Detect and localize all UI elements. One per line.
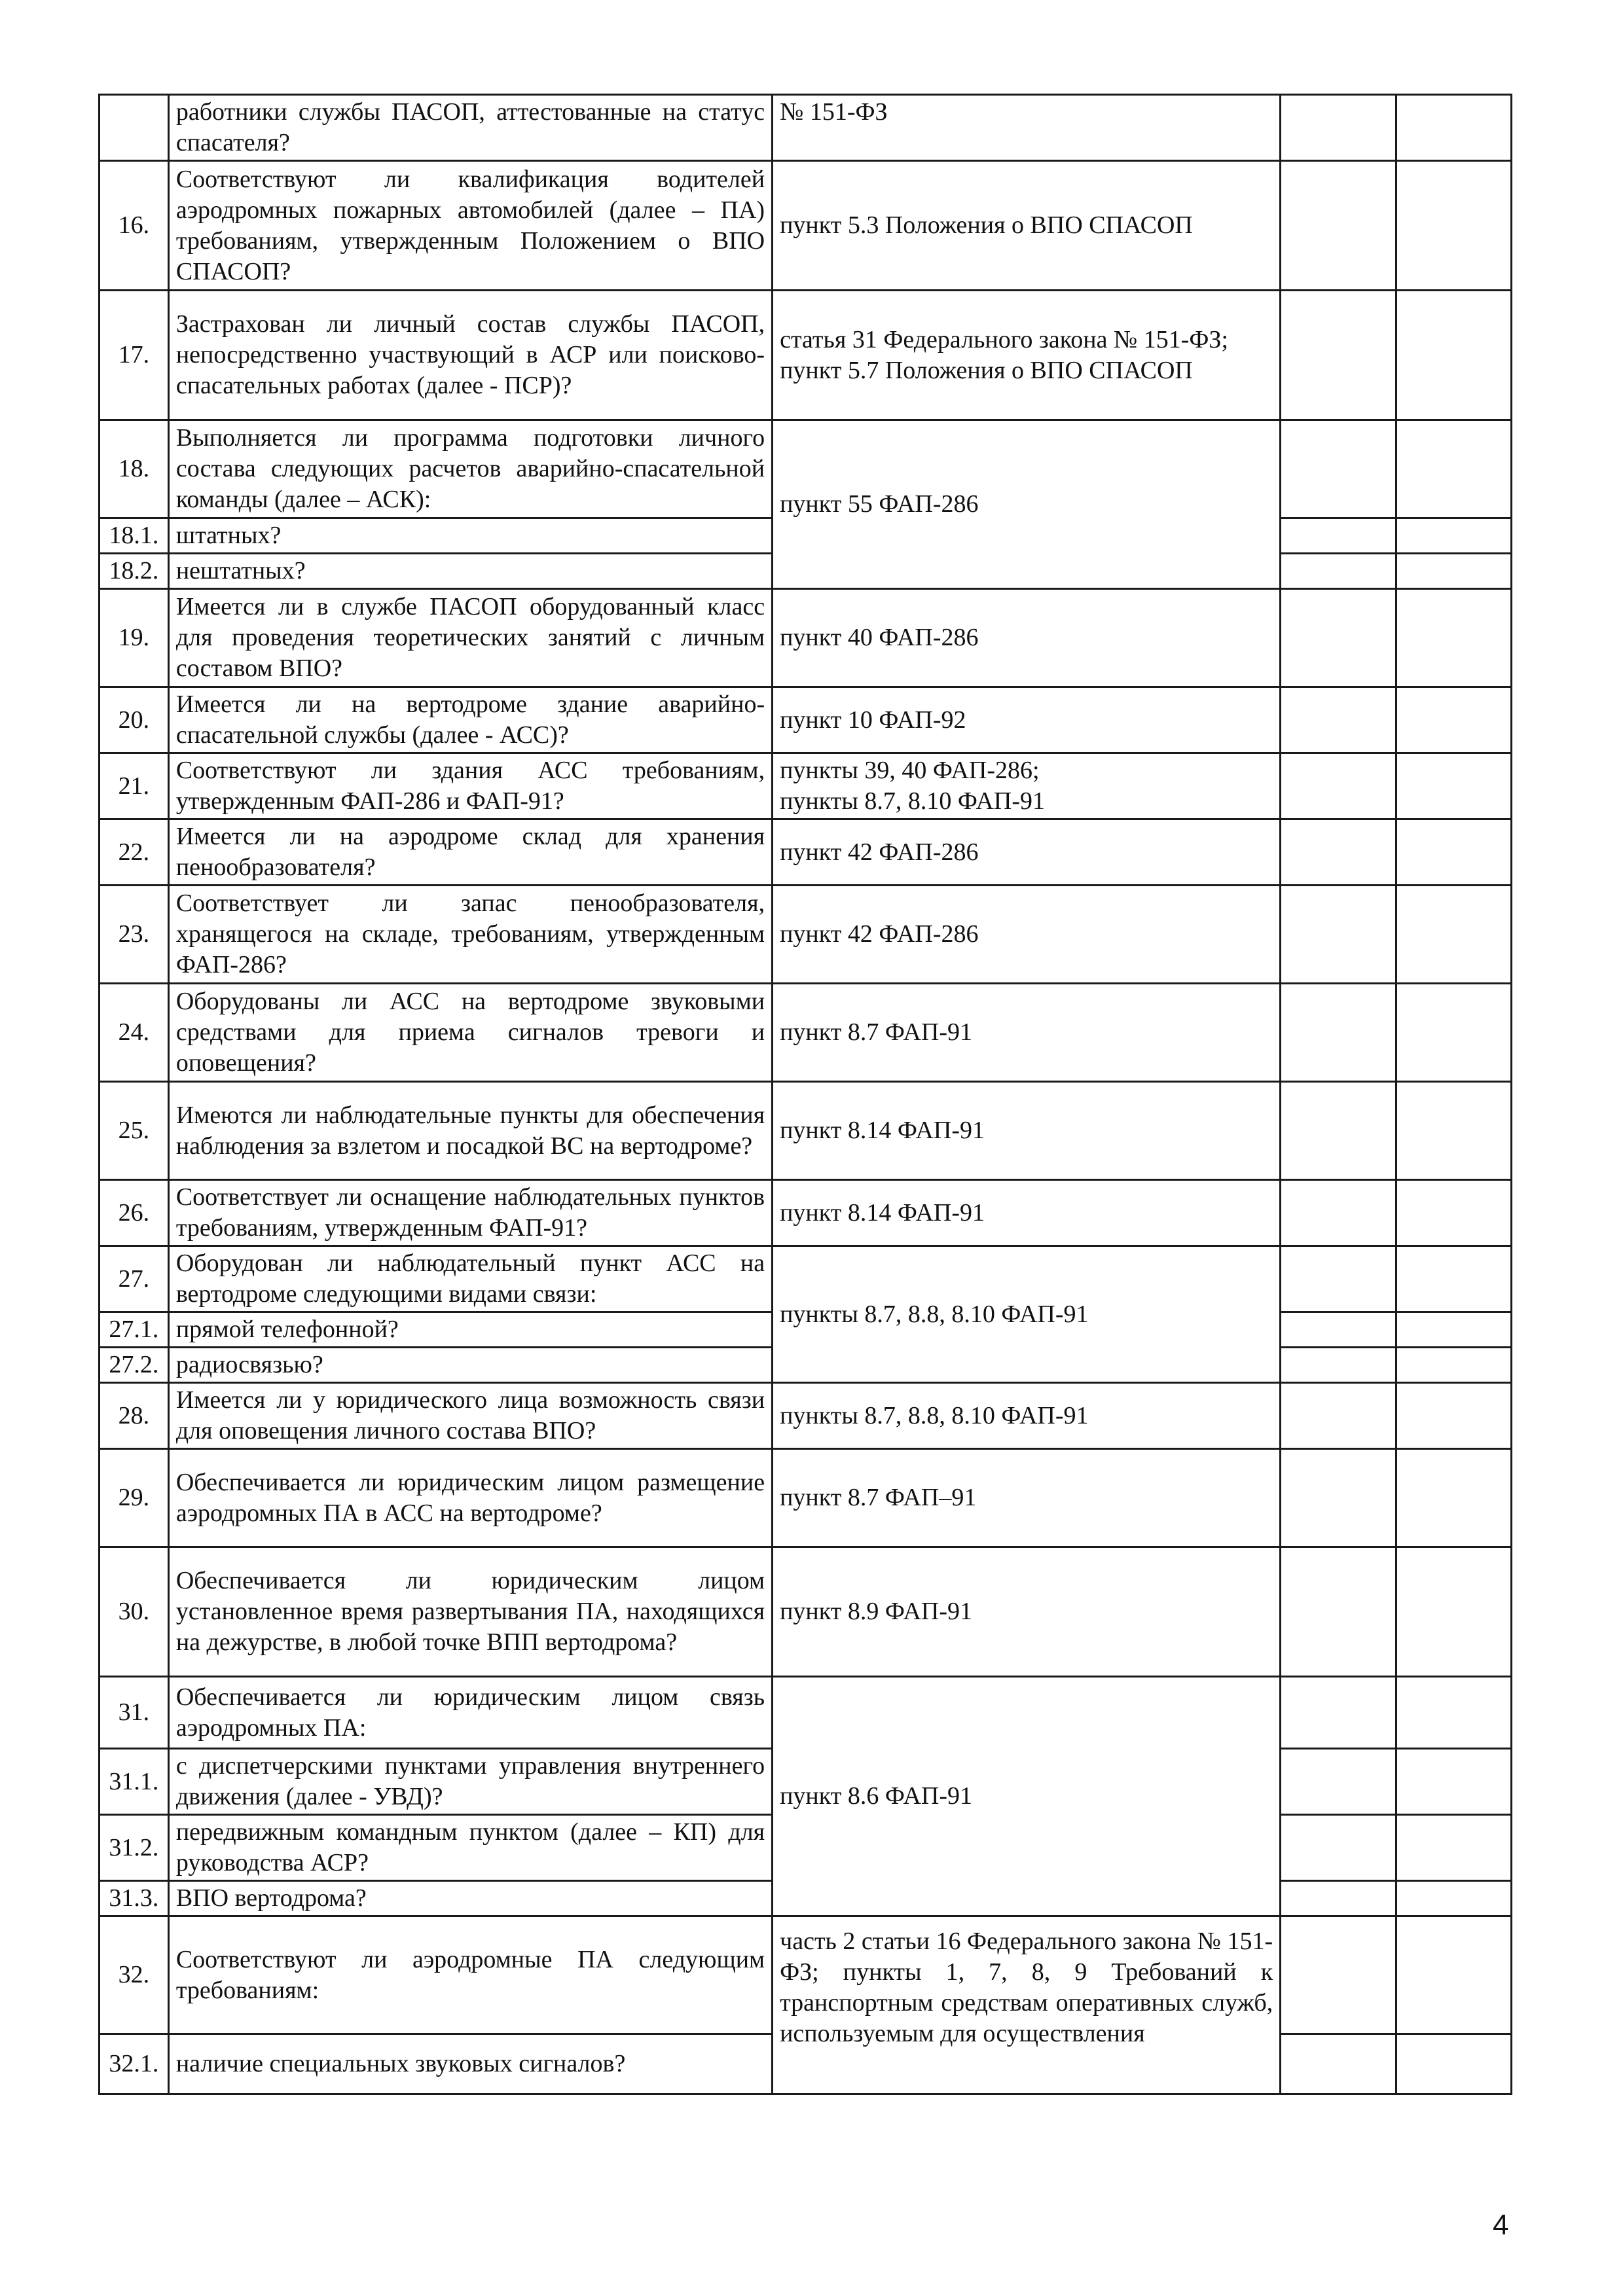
basis-cell: пункт 42 ФАП-286 [773, 886, 1281, 984]
basis-line: пункты 39, 40 ФАП-286; [780, 757, 1040, 784]
table-row [100, 819, 1512, 886]
row-number: 19. [100, 589, 169, 687]
question-cell: Обеспечивается ли юридическим лицом установленное время развертывания ПА, находящихся на дежурстве, в любой точке ВПП вертодрома? [168, 1547, 772, 1677]
basis-cell: пункт 8.6 ФАП-91 [773, 1677, 1281, 1916]
row-number: 23. [100, 886, 169, 984]
row-number: 29. [100, 1449, 169, 1547]
answer-cell[interactable] [1281, 1749, 1396, 1815]
note-cell[interactable] [1396, 984, 1511, 1082]
note-cell[interactable] [1396, 2034, 1511, 2094]
question-cell: Соответствуют ли квалификация водителей аэродромных пожарных автомобилей (далее – ПА) требованиям, утвержденным Положением о ВПО СПАСОП? [168, 161, 772, 291]
note-cell[interactable] [1396, 886, 1511, 984]
row-number: 18. [100, 420, 169, 518]
answer-cell[interactable] [1281, 554, 1396, 589]
basis-cell: пункт 8.14 ФАП-91 [773, 1180, 1281, 1246]
table-row [100, 1383, 1512, 1449]
row-number: 16. [100, 161, 169, 291]
table-row [100, 420, 1512, 518]
answer-cell[interactable] [1281, 1449, 1396, 1547]
answer-cell[interactable] [1281, 161, 1396, 291]
row-number: 32. [100, 1916, 169, 2034]
basis-cell [773, 291, 1281, 420]
note-cell[interactable] [1396, 1449, 1511, 1547]
note-cell[interactable] [1396, 420, 1511, 518]
question-cell: работники службы ПАСОП, аттестованные на статус спасателя? [168, 95, 772, 161]
note-cell[interactable] [1396, 95, 1511, 161]
table-row [100, 1246, 1512, 1312]
basis-cell: пункты 8.7, 8.8, 8.10 ФАП-91 [773, 1246, 1281, 1383]
row-number: 27. [100, 1246, 169, 1312]
answer-cell[interactable] [1281, 1383, 1396, 1449]
checklist-table [98, 94, 1512, 2095]
row-number: 22. [100, 819, 169, 886]
answer-cell[interactable] [1281, 1082, 1396, 1180]
note-cell[interactable] [1396, 1749, 1511, 1815]
answer-cell[interactable] [1281, 984, 1396, 1082]
question-cell: Застрахован ли личный состав службы ПАСОП, непосредственно участвующий в АСР или поисково-спасательных работах (далее - ПСР)? [168, 291, 772, 420]
row-number: 24. [100, 984, 169, 1082]
answer-cell[interactable] [1281, 291, 1396, 420]
question-cell: Имеется ли на аэродроме склад для хранения пенообразователя? [168, 819, 772, 886]
table-row [100, 687, 1512, 753]
question-cell: нештатных? [168, 554, 772, 589]
row-number: 20. [100, 687, 169, 753]
question-cell: радиосвязью? [168, 1348, 772, 1383]
question-cell: Соответствуют ли здания АСС требованиям, утвержденным ФАП-286 и ФАП-91? [168, 753, 772, 819]
question-cell: ВПО вертодрома? [168, 1881, 772, 1916]
note-cell[interactable] [1396, 554, 1511, 589]
note-cell[interactable] [1396, 1180, 1511, 1246]
answer-cell[interactable] [1281, 1348, 1396, 1383]
row-number: 31.2. [100, 1815, 169, 1881]
table-row [100, 1180, 1512, 1246]
note-cell[interactable] [1396, 589, 1511, 687]
question-cell: Имеются ли наблюдательные пункты для обеспечения наблюдения за взлетом и посадкой ВС на вертодроме? [168, 1082, 772, 1180]
note-cell[interactable] [1396, 291, 1511, 420]
basis-line: пункт 5.7 Положения о ВПО СПАСОП [780, 356, 1193, 384]
answer-cell[interactable] [1281, 1547, 1396, 1677]
row-number: 25. [100, 1082, 169, 1180]
question-cell: Соответствует ли запас пенообразователя, хранящегося на складе, требованиям, утвержденным ФАП-286? [168, 886, 772, 984]
note-cell[interactable] [1396, 1815, 1511, 1881]
note-cell[interactable] [1396, 161, 1511, 291]
note-cell[interactable] [1396, 1547, 1511, 1677]
table-row [100, 1547, 1512, 1677]
row-number: 21. [100, 753, 169, 819]
table-row [100, 291, 1512, 420]
table-row [100, 1449, 1512, 1547]
answer-cell[interactable] [1281, 819, 1396, 886]
answer-cell[interactable] [1281, 589, 1396, 687]
answer-cell[interactable] [1281, 1677, 1396, 1749]
question-cell: Выполняется ли программа подготовки личного состава следующих расчетов аварийно-спасательной команды (далее – АСК): [168, 420, 772, 518]
basis-cell: пункт 5.3 Положения о ВПО СПАСОП [773, 161, 1281, 291]
note-cell[interactable] [1396, 687, 1511, 753]
table-row [100, 1082, 1512, 1180]
row-number: 31.1. [100, 1749, 169, 1815]
basis-cell: пункт 40 ФАП-286 [773, 589, 1281, 687]
note-cell[interactable] [1396, 1348, 1511, 1383]
row-number: 27.1. [100, 1312, 169, 1348]
note-cell[interactable] [1396, 1082, 1511, 1180]
table-row [100, 1677, 1512, 1749]
answer-cell[interactable] [1281, 1312, 1396, 1348]
row-number: 17. [100, 291, 169, 420]
row-number: 18.2. [100, 554, 169, 589]
row-number: 27.2. [100, 1348, 169, 1383]
row-number: 28. [100, 1383, 169, 1449]
row-number: 18.1. [100, 518, 169, 554]
question-cell: Обеспечивается ли юридическим лицом размещение аэродромных ПА в АСС на вертодроме? [168, 1449, 772, 1547]
question-cell: Имеется ли в службе ПАСОП оборудованный класс для проведения теоретических занятий с личным составом ВПО? [168, 589, 772, 687]
table-row [100, 95, 1512, 161]
question-cell: прямой телефонной? [168, 1312, 772, 1348]
basis-cell: пункт 8.7 ФАП–91 [773, 1449, 1281, 1547]
row-number: 26. [100, 1180, 169, 1246]
table-row [100, 1916, 1512, 2034]
note-cell[interactable] [1396, 1312, 1511, 1348]
answer-cell[interactable] [1281, 1246, 1396, 1312]
answer-cell[interactable] [1281, 886, 1396, 984]
answer-cell[interactable] [1281, 1180, 1396, 1246]
question-cell: Оборудован ли наблюдательный пункт АСС на вертодроме следующими видами связи: [168, 1246, 772, 1312]
table-row [100, 589, 1512, 687]
basis-cell: пункт 8.14 ФАП-91 [773, 1082, 1281, 1180]
basis-line: пункты 8.7, 8.10 ФАП-91 [780, 787, 1046, 815]
basis-line: статья 31 Федерального закона № 151-ФЗ; [780, 325, 1229, 353]
row-number [100, 95, 169, 161]
note-cell[interactable] [1396, 1383, 1511, 1449]
basis-cell [773, 753, 1281, 819]
question-cell: Обеспечивается ли юридическим лицом связь аэродромных ПА: [168, 1677, 772, 1749]
question-cell: передвижным командным пунктом (далее – КП) для руководства АСР? [168, 1815, 772, 1881]
table-row [100, 753, 1512, 819]
basis-cell: часть 2 статьи 16 Федерального закона № 151-ФЗ; пункты 1, 7, 8, 9 Требований к транспортным средствам оперативных служб, используемым для осуществления [773, 1916, 1281, 2094]
question-cell: Соответствует ли оснащение наблюдательных пунктов требованиям, утвержденным ФАП-91? [168, 1180, 772, 1246]
row-number: 32.1. [100, 2034, 169, 2094]
note-cell[interactable] [1396, 753, 1511, 819]
answer-cell[interactable] [1281, 95, 1396, 161]
table-row [100, 984, 1512, 1082]
note-cell[interactable] [1396, 819, 1511, 886]
question-cell: Соответствуют ли аэродромные ПА следующим требованиям: [168, 1916, 772, 2034]
table-row [100, 886, 1512, 984]
note-cell[interactable] [1396, 1246, 1511, 1312]
note-cell[interactable] [1396, 518, 1511, 554]
basis-cell: № 151-ФЗ [773, 95, 1281, 161]
basis-cell: пункт 8.9 ФАП-91 [773, 1547, 1281, 1677]
question-cell: Имеется ли у юридического лица возможность связи для оповещения личного состава ВПО? [168, 1383, 772, 1449]
basis-cell: пункт 10 ФАП-92 [773, 687, 1281, 753]
row-number: 30. [100, 1547, 169, 1677]
page-number: 4 [1493, 2209, 1509, 2241]
answer-cell[interactable] [1281, 518, 1396, 554]
note-cell[interactable] [1396, 1916, 1511, 2034]
answer-cell[interactable] [1281, 687, 1396, 753]
answer-cell[interactable] [1281, 420, 1396, 518]
basis-cell: пункты 8.7, 8.8, 8.10 ФАП-91 [773, 1383, 1281, 1449]
question-cell: наличие специальных звуковых сигналов? [168, 2034, 772, 2094]
row-number: 31. [100, 1677, 169, 1749]
question-cell: с диспетчерскими пунктами управления внутреннего движения (далее - УВД)? [168, 1749, 772, 1815]
basis-cell: пункт 8.7 ФАП-91 [773, 984, 1281, 1082]
answer-cell[interactable] [1281, 2034, 1396, 2094]
answer-cell[interactable] [1281, 1881, 1396, 1916]
answer-cell[interactable] [1281, 753, 1396, 819]
answer-cell[interactable] [1281, 1916, 1396, 2034]
question-cell: Имеется ли на вертодроме здание аварийно-спасательной службы (далее - АСС)? [168, 687, 772, 753]
row-number: 31.3. [100, 1881, 169, 1916]
note-cell[interactable] [1396, 1677, 1511, 1749]
basis-cell: пункт 55 ФАП-286 [773, 420, 1281, 589]
basis-cell: пункт 42 ФАП-286 [773, 819, 1281, 886]
question-cell: Оборудованы ли АСС на вертодроме звуковыми средствами для приема сигналов тревоги и оповещения? [168, 984, 772, 1082]
table-row [100, 161, 1512, 291]
answer-cell[interactable] [1281, 1815, 1396, 1881]
note-cell[interactable] [1396, 1881, 1511, 1916]
question-cell: штатных? [168, 518, 772, 554]
